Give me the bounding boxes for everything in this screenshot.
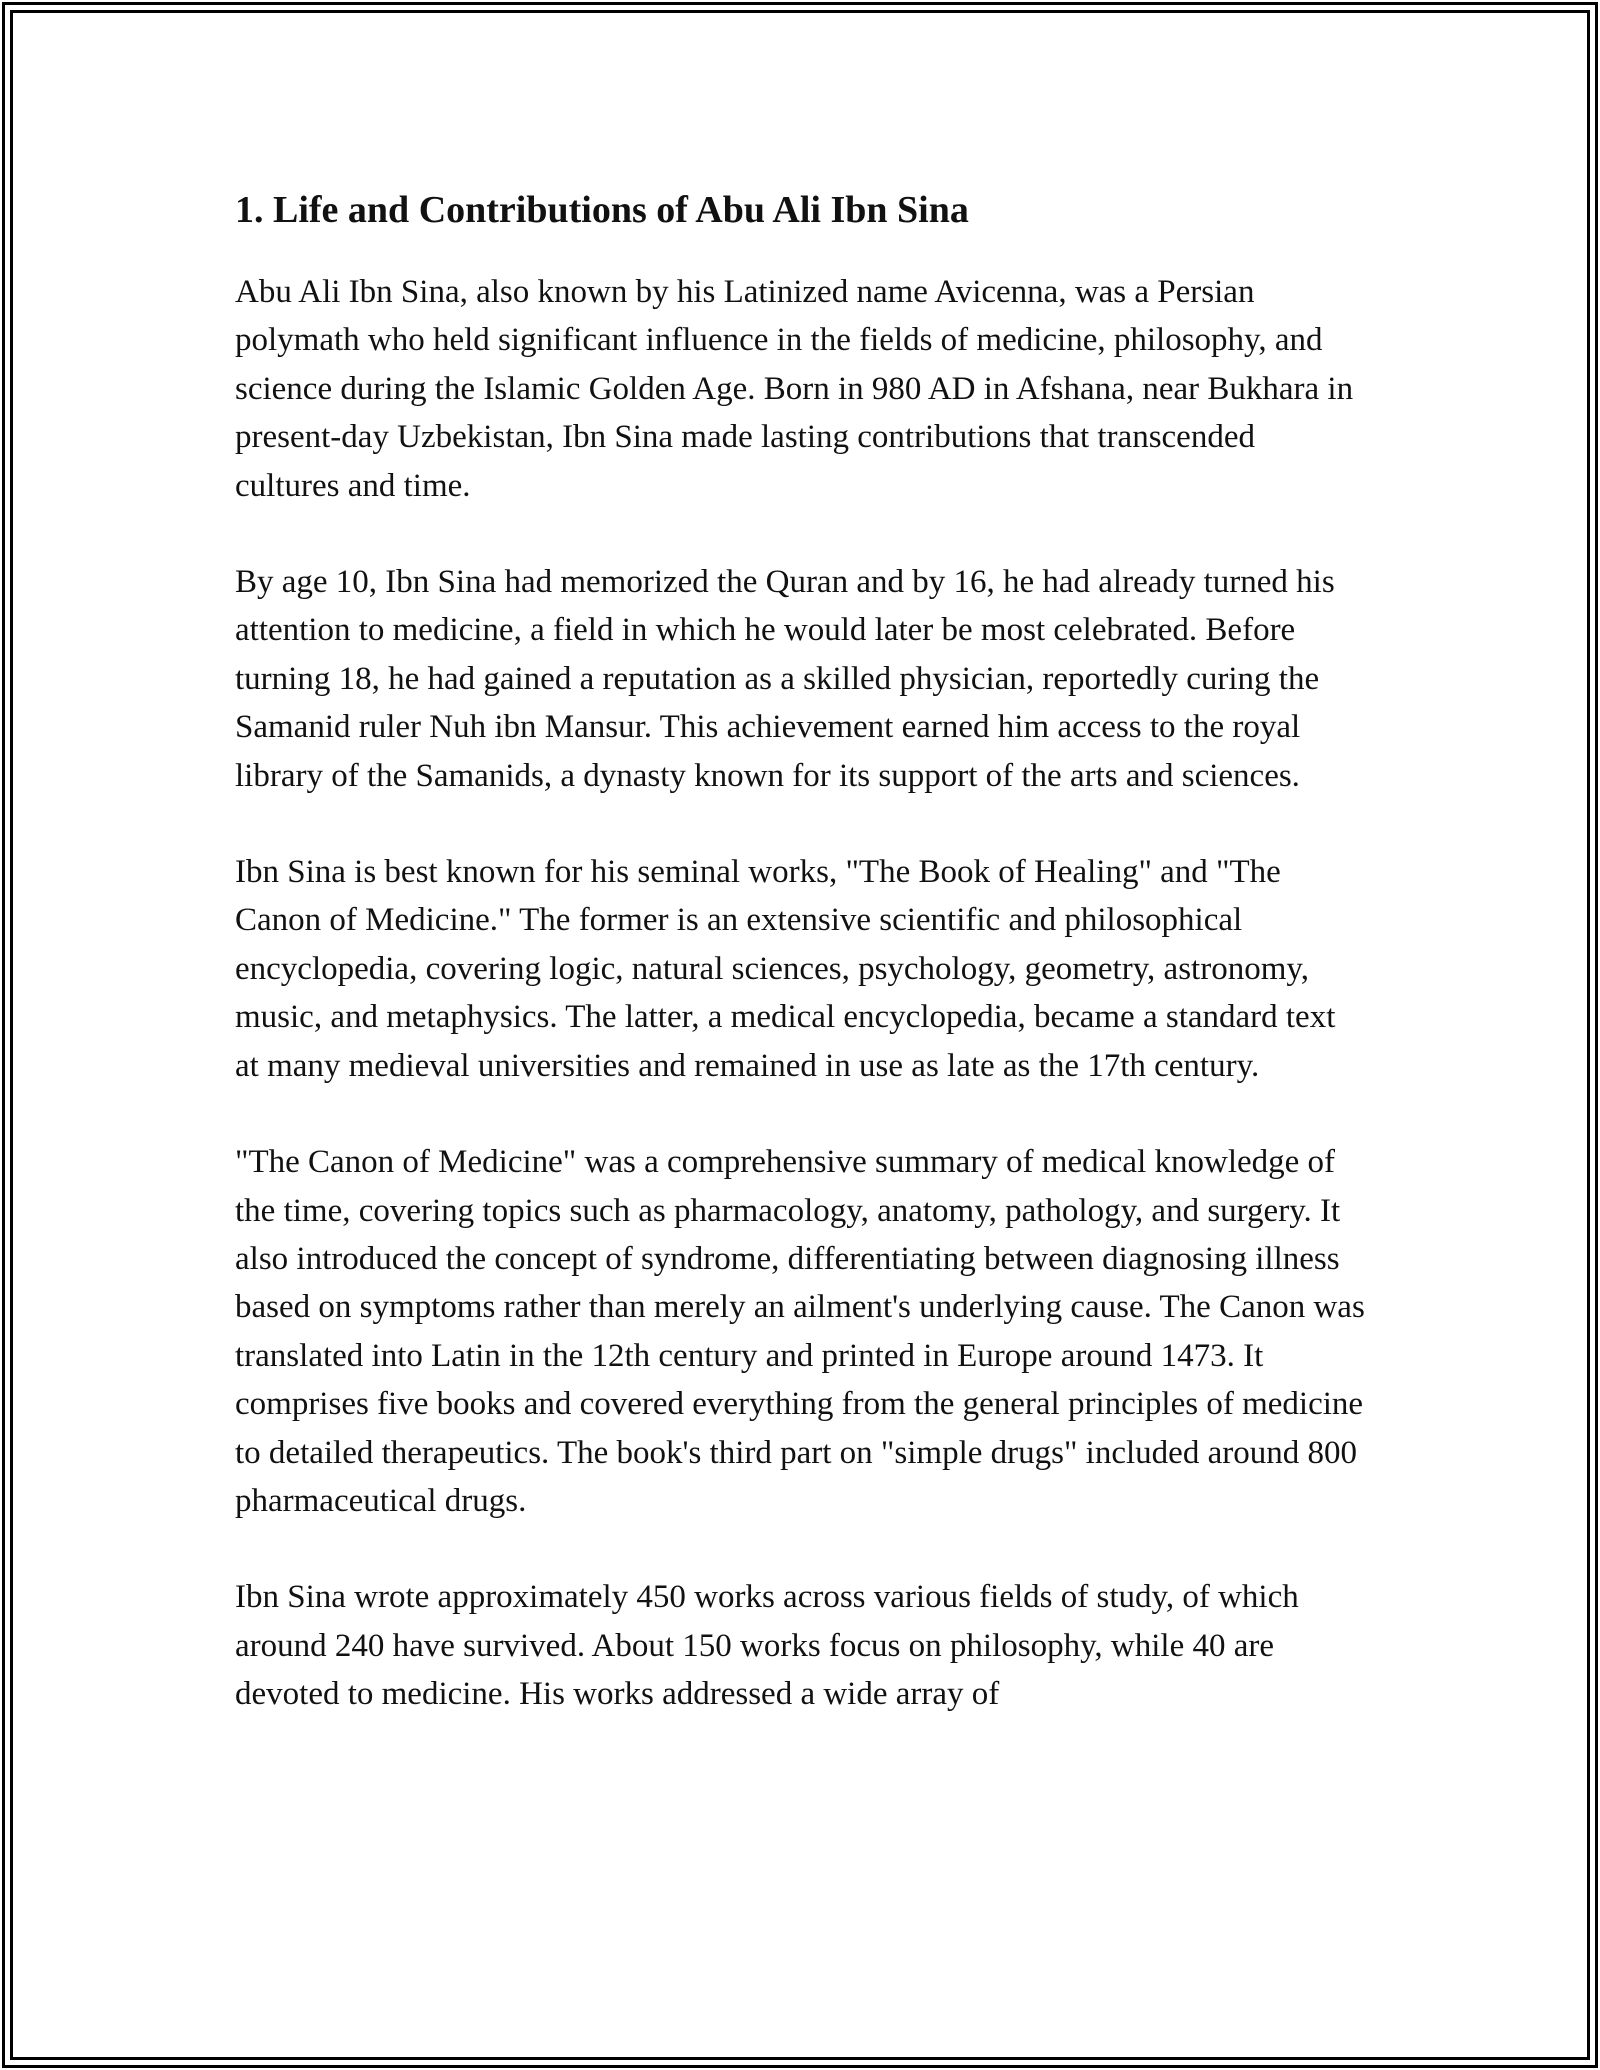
paragraph-canon-of-medicine: "The Canon of Medicine" was a comprehensive summary of medical knowledge of the time, covering topics such as pharmacology, anatomy, pathology, and surgery. It also introduced the concept of syndrome, differentiating between diagnosing illness based on symptoms rather than merely an ailment's underlying cause. The Canon was translated into Latin in the 12th century and printed in Europe around 1473. It comprises five books and covered everything from the general principles of medicine to detailed therapeutics. The book's third part on "simple drugs" included around 800 pharmaceutical drugs. [235,1144,1365,1519]
paragraph-major-works: Ibn Sina is best known for his seminal works, "The Book of Healing" and "The Canon of Medicine." The former is an extensive scientific and philosophical encyclopedia, covering logic, natural sciences, psychology, geometry, astronomy, music, and metaphysics. The latter, a medical encyclopedia, became a standard text at many medieval universities and remained in use as late as the 17th century. [235,854,1336,1084]
section-heading: 1. Life and Contributions of Abu Ali Ibn Sina [235,189,969,231]
paragraph-early-life: Abu Ali Ibn Sina, also known by his Latinized name Avicenna, was a Persian polymath who held significant influence in the fields of medicine, philosophy, and science during the Islamic Golden Age. Born in 980 AD in Afshana, near Bukhara in present-day Uzbekistan, Ibn Sina made lasting contributions that transcended cultures and time. [235,274,1354,504]
paragraph-body-of-work: Ibn Sina wrote approximately 450 works across various fields of study, of which around 240 have survived. About 150 works focus on philosophy, while 40 are devoted to medicine. His works addressed a wide array of [235,1579,1299,1713]
paragraph-education: By age 10, Ibn Sina had memorized the Quran and by 16, he had already turned his attention to medicine, a field in which he would later be most celebrated. Before turning 18, he had gained a reputation as a skilled physician, reportedly curing the Samanid ruler Nuh ibn Mansur. This achievement earned him access to the royal library of the Samanids, a dynasty known for its support of the arts and sciences. [235,564,1335,794]
document-body [235,186,1365,1767]
